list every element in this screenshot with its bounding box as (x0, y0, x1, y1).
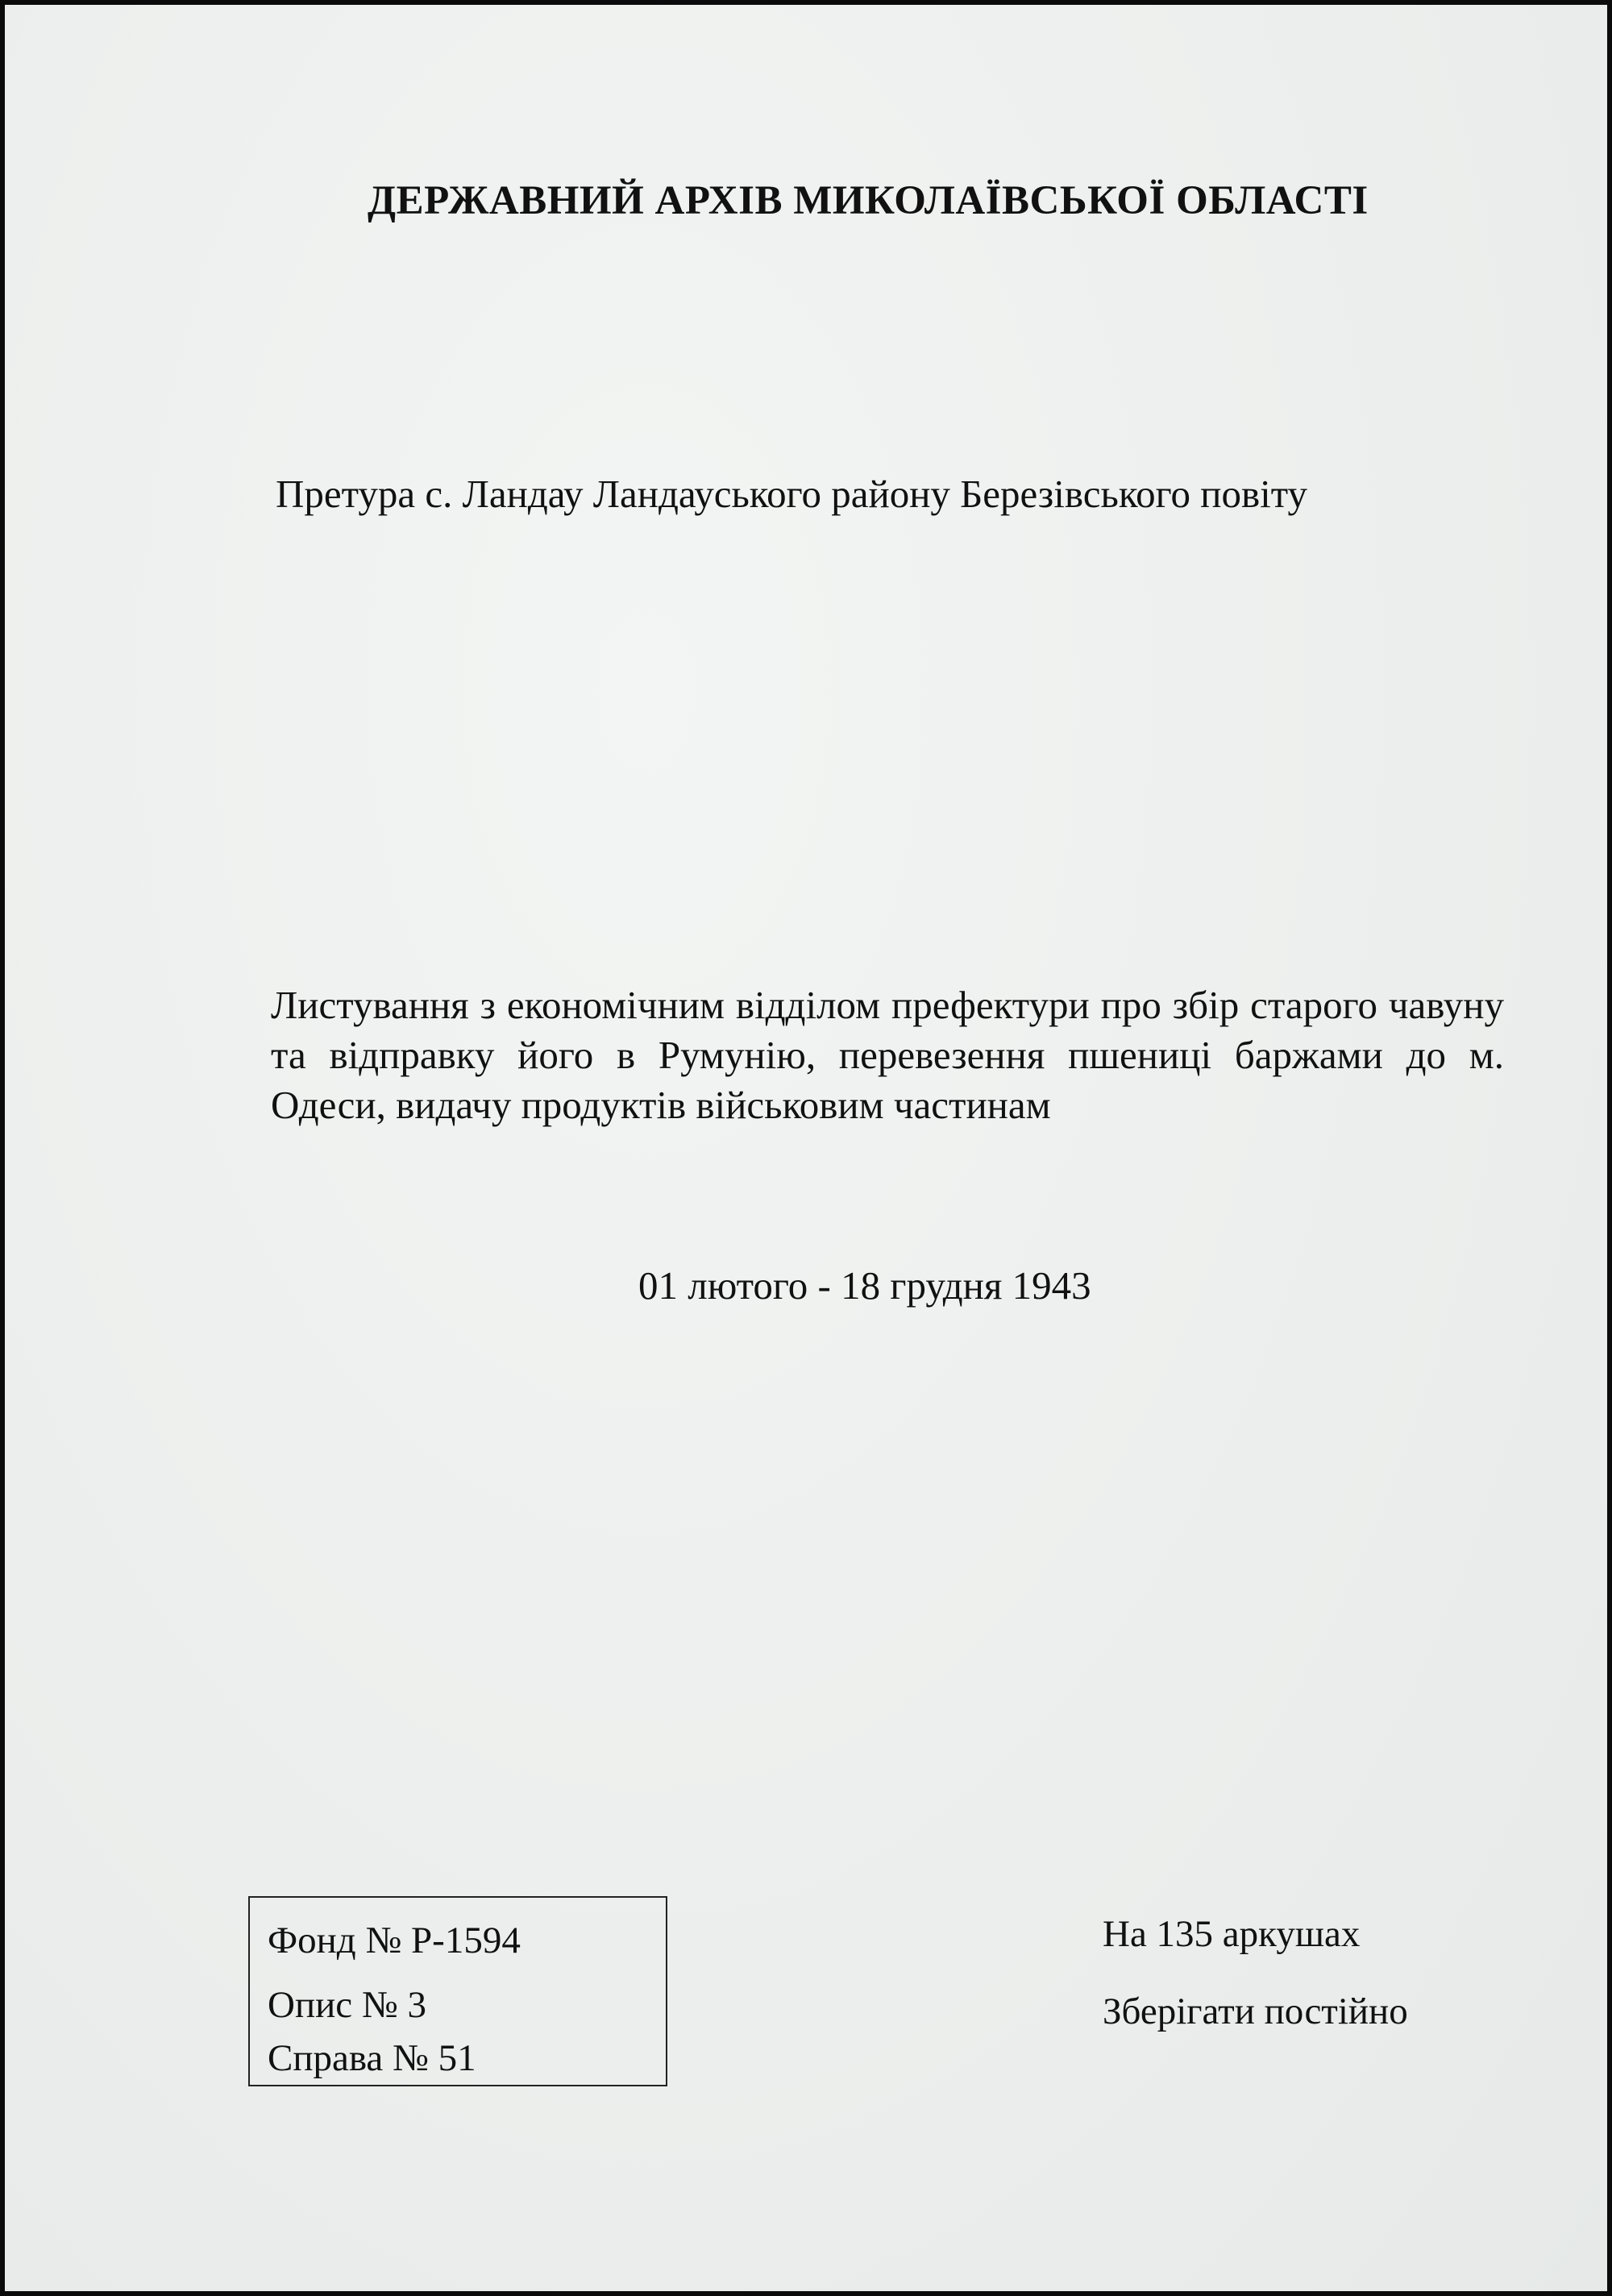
retention-note: Зберігати постійно (1103, 1990, 1408, 2032)
fond-number: Фонд № Р-1594 (268, 1920, 521, 1961)
archive-title: ДЕРЖАВНИЙ АРХІВ МИКОЛАЇВСЬКОЇ ОБЛАСТІ (368, 178, 1369, 223)
organization-name: Претура с. Ландау Ландауського району Березівського повіту (276, 472, 1308, 516)
sprava-number: Справа № 51 (268, 2037, 476, 2079)
sheet-count: На 135 аркушах (1103, 1913, 1361, 1955)
file-subject: Листування з економічним відділом префектури про збір старого чавуну та відправку його в Румунію, перевезення пшениці баржами до м. Одеси, видачу продуктів військовим частинам (271, 983, 1504, 1127)
date-range: 01 лютого - 18 грудня 1943 (638, 1263, 1091, 1308)
archive-reference-box (248, 1896, 667, 2086)
document-page (5, 5, 1607, 2291)
opys-number: Опис № 3 (268, 1984, 426, 2026)
